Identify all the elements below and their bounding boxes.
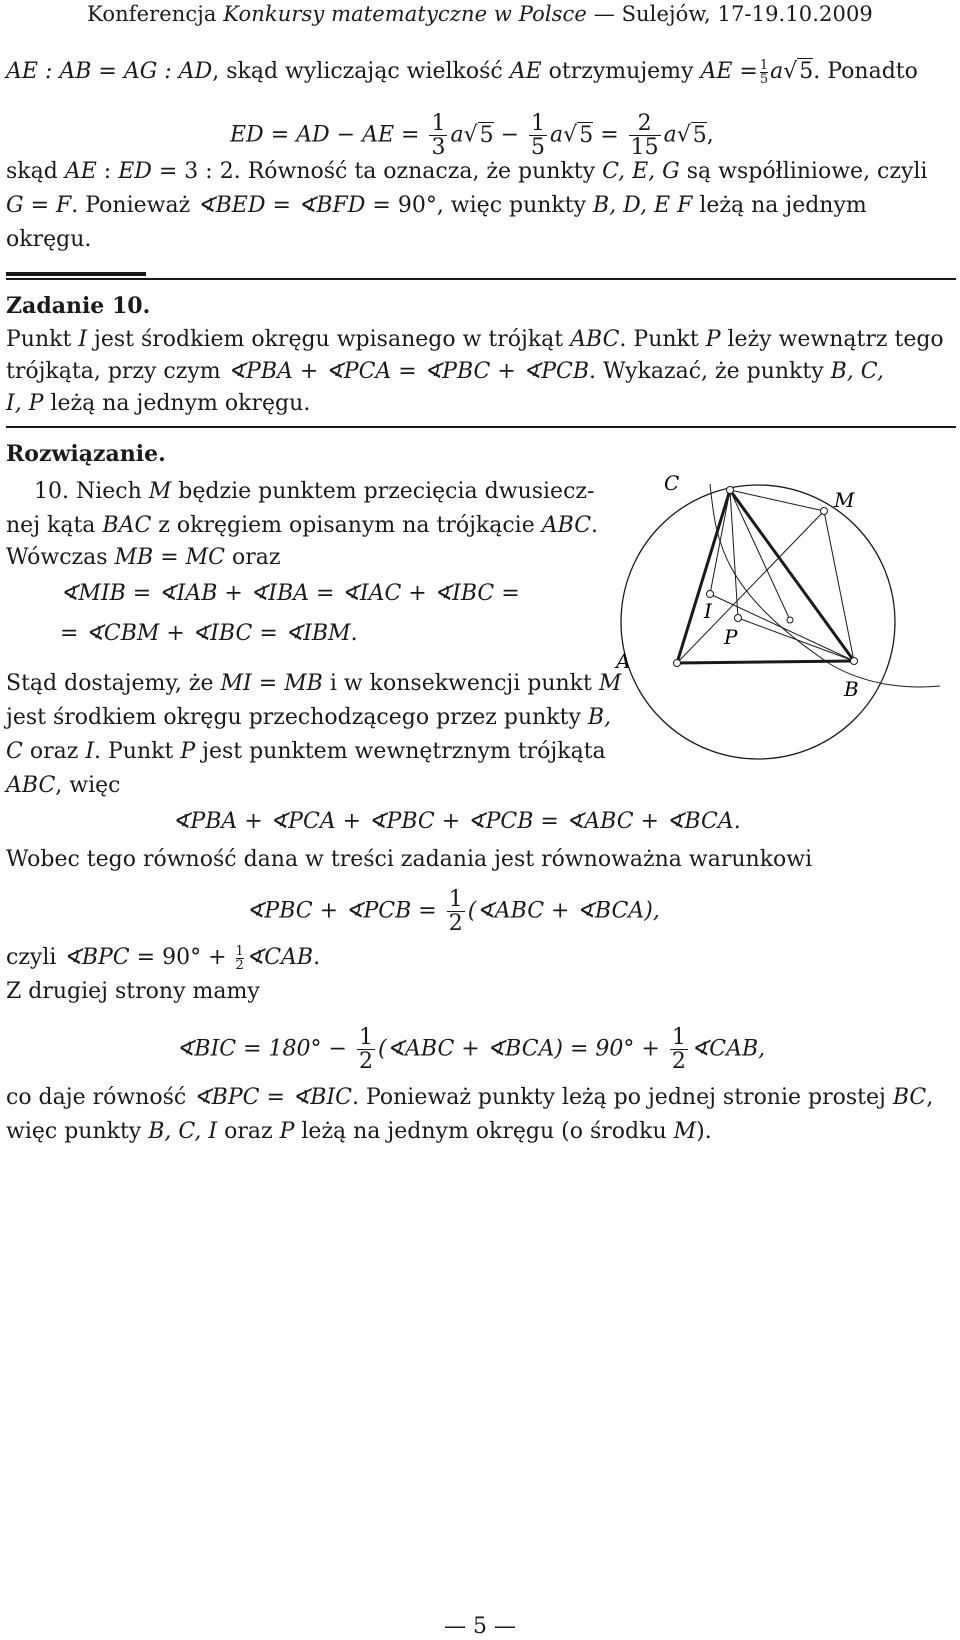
label-b: B [844,677,859,701]
text-span: trójkąta, przy czym [6,359,228,384]
display-equation [246,888,660,935]
math-inline: ∢BIC = 180° − [176,1036,347,1062]
point-i [707,591,714,598]
math-inline: ED [118,159,152,184]
text-span: co daje równość [6,1085,194,1110]
text-span: leży wewnątrz tego [720,327,944,352]
denominator: 5 [759,71,769,87]
math-inline: ABC [541,513,592,538]
denominator: 2 [235,957,244,973]
text-span: leżą na jednym [692,193,867,218]
text-span: jest środkiem okręgu przechodzącego przez punkty [6,705,588,730]
text-span: skąd [6,159,65,184]
label-m: M [834,488,855,512]
math-inline: C, E, G [602,159,680,184]
text-line: AE : AB = AG : AD, skąd wyliczając wielkość AE otrzymujemy AE = $\frac{1}{5}$ a√5. Ponadto [6,57,918,87]
section-rule [6,278,956,280]
text-span: leżą na jednym okręgu. [43,391,311,416]
text-line: Wobec tego równość dana w treści zadania jest równoważna warunkowi [6,847,813,872]
text-line [6,544,280,572]
text-line [6,358,884,386]
fraction [760,59,768,86]
text-span: . [591,513,599,538]
text-span: , [926,1085,934,1110]
math-inline: (∢ABC + ∢BCA), [467,898,660,924]
radicand: 5 [692,122,707,148]
denominator: 2 [358,1049,373,1075]
fraction [236,945,244,972]
text-span: leżą na jednym okręgu (o środku [294,1119,674,1144]
page-number: — 5 — [444,1614,516,1639]
math-inline: AE : AB = AG : AD [6,59,213,84]
text-line [6,944,320,972]
section-marker [6,272,146,276]
text-line [6,158,927,186]
text-line [6,772,121,800]
text-span: Punkt [6,327,79,352]
text-span: okręgu. [6,227,92,252]
math-inline: M [673,1119,697,1144]
math-inline: a [663,122,677,148]
numerator: 1 [448,887,463,912]
geometry-figure [616,470,960,770]
text-span: Wówczas [6,545,115,570]
point-m [821,508,828,515]
display-equation: ∢PBA + ∢PCA + ∢PBC + ∢PCB = ∢ABC + ∢BCA. [172,809,741,834]
math-inline: M [148,479,172,504]
text-span: jest środkiem okręgu wpisanego w trójkąt [87,327,571,352]
math-inline: P [705,327,721,352]
text-span: jest punktem wewnętrznym trójkąta [195,739,606,764]
math-inline: I, P [6,391,44,416]
display-equation: ED = AD − AE = $\frac{1}{3}$ a√5 − $\frac{1}{5}$ a√5 = $\frac{2}{15}$ a√5, [230,111,714,161]
segment-cp [730,490,738,618]
math-inline: ABC [570,327,620,352]
solution-heading: Rozwiązanie. [6,441,166,467]
math-inline: I [78,327,88,352]
text-span: . Ponieważ [71,193,198,218]
side-ab [677,661,854,663]
text-span: z okręgiem opisanym na trójkącie [151,513,542,538]
math-inline: ∢BPC = ∢BIC [193,1085,352,1110]
header-suffix: — Sulejów, 17-19.10.2009 [586,2,873,26]
text-line [6,390,310,418]
text-line [6,704,611,732]
label-a: A [616,649,631,673]
point-p [735,615,742,622]
denominator: 2 [448,911,463,937]
text-span: . Punkt [94,739,181,764]
math-inline: a [450,122,464,148]
math-inline: ∢BED = ∢BFD [197,193,366,218]
fraction [629,112,661,159]
text-line [6,512,598,540]
running-header [0,2,960,26]
point-c [727,487,734,494]
text-line: Z drugiej strony mamy [6,979,260,1004]
math-inline: P [279,1119,295,1144]
text-span: ). [696,1119,712,1144]
point-aux [787,617,793,623]
math-inline: M [598,671,622,696]
text-span: będzie punktem przecięcia dwusiecz- [171,479,595,504]
numerator: 1 [358,1025,373,1050]
task-heading: Zadanie 10. [6,293,151,319]
section-rule [6,426,956,428]
math-inline: ∢PBA + ∢PCA = ∢PBC + ∢PCB [227,359,590,384]
point-b [851,658,858,665]
math-inline: C [6,739,23,764]
text-line [6,670,621,698]
header-prefix: Konferencja [87,2,224,26]
text-line [6,192,867,220]
radicand: 5 [579,122,594,148]
fraction [447,888,465,935]
text-span: . Punkt [619,327,706,352]
display-equation [176,1026,765,1073]
text-span: oraz [217,1119,280,1144]
math-inline: a [550,122,564,148]
text-span: = 3 : 2. Równość ta oznacza, że punkty [151,159,603,184]
math-inline: (∢ABC + ∢BCA) = 90° + [377,1036,660,1062]
text-span: , skąd wyliczając wielkość [212,59,510,84]
numerator: 1 [759,57,769,73]
numerator: 2 [637,111,652,136]
text-span: Stąd dostajemy, że [6,671,221,696]
math-inline: P [180,739,196,764]
math-inline: ∢CAB, [690,1036,766,1062]
math-inline: G = F [6,193,72,218]
display-equation: ∢MIB = ∢IAB + ∢IBA = ∢IAC + ∢IBC = [60,581,520,606]
text-span: są współliniowe, czyli [679,159,928,184]
text-span: . Ponieważ punkty leżą po jednej stronie prostej [352,1085,893,1110]
fraction [670,1026,688,1073]
numerator: 1 [531,111,546,136]
fraction [529,112,547,159]
math-inline: MI = MB [220,671,323,696]
radicand: 5 [479,122,494,148]
math-inline: ∢PBC + ∢PCB = [246,898,437,924]
math-inline: AE [64,159,97,184]
operator: = [600,122,619,148]
text-span: = 90°, więc punkty [365,193,594,218]
math-inline: MB = MC [114,545,225,570]
text-line [6,1084,933,1112]
text-span: 10. Niech [34,479,149,504]
text-span: czyli [6,945,64,970]
text-span: . Ponadto [813,59,918,84]
math-inline: AE = [700,59,758,84]
radicand: 5 [799,59,814,84]
numerator: 1 [235,943,244,959]
math-inline: ABC [6,773,56,798]
header-title: Konkursy matematyczne w Polsce [223,2,587,26]
math-inline: B, [587,705,612,730]
text-span: = 90° + [129,945,234,970]
text-span: otrzymujemy [541,59,701,84]
fraction [429,112,447,159]
math-inline: I [85,739,95,764]
text-span: więc punkty [6,1119,149,1144]
side-ac [677,490,730,663]
numerator: 1 [671,1025,686,1050]
math-inline: a [770,59,784,84]
math-inline: ∢BPC [63,945,130,970]
math-inline: B, D, E F [593,193,693,218]
text-line [6,226,91,254]
math-inline: ∢CAB [245,945,314,970]
label-c: C [664,471,680,495]
text-span: i w konsekwencji punkt [322,671,599,696]
text-span: , [706,122,714,148]
display-equation: = ∢CBM + ∢IBC = ∢IBM. [60,621,358,646]
text-line [6,326,944,354]
math-inline: AE [509,59,542,84]
text-span: oraz [22,739,86,764]
math-inline: B, C, I [148,1119,218,1144]
denominator: 5 [531,135,546,161]
text-line [6,738,606,766]
math-inline: B, C, [830,359,884,384]
text-span: nej kąta [6,513,103,538]
text-span: . [313,945,321,970]
text-span: oraz [225,545,281,570]
math-inline: ED = AD − AE = [230,122,420,148]
text-span: . Wykazać, że punkty [589,359,831,384]
label-i: I [704,599,712,623]
label-p: P [724,625,738,649]
math-inline: BAC [102,513,152,538]
fraction [357,1026,375,1073]
point-a [674,660,681,667]
text-line [6,1118,712,1146]
denominator: 15 [630,135,659,161]
text-line [34,478,594,506]
text-span: , więc [55,773,121,798]
denominator: 3 [431,135,446,161]
denominator: 2 [671,1049,686,1075]
math-inline: BC [892,1085,927,1110]
numerator: 1 [431,111,446,136]
operator: − [500,122,520,148]
text-span: : [96,159,119,184]
